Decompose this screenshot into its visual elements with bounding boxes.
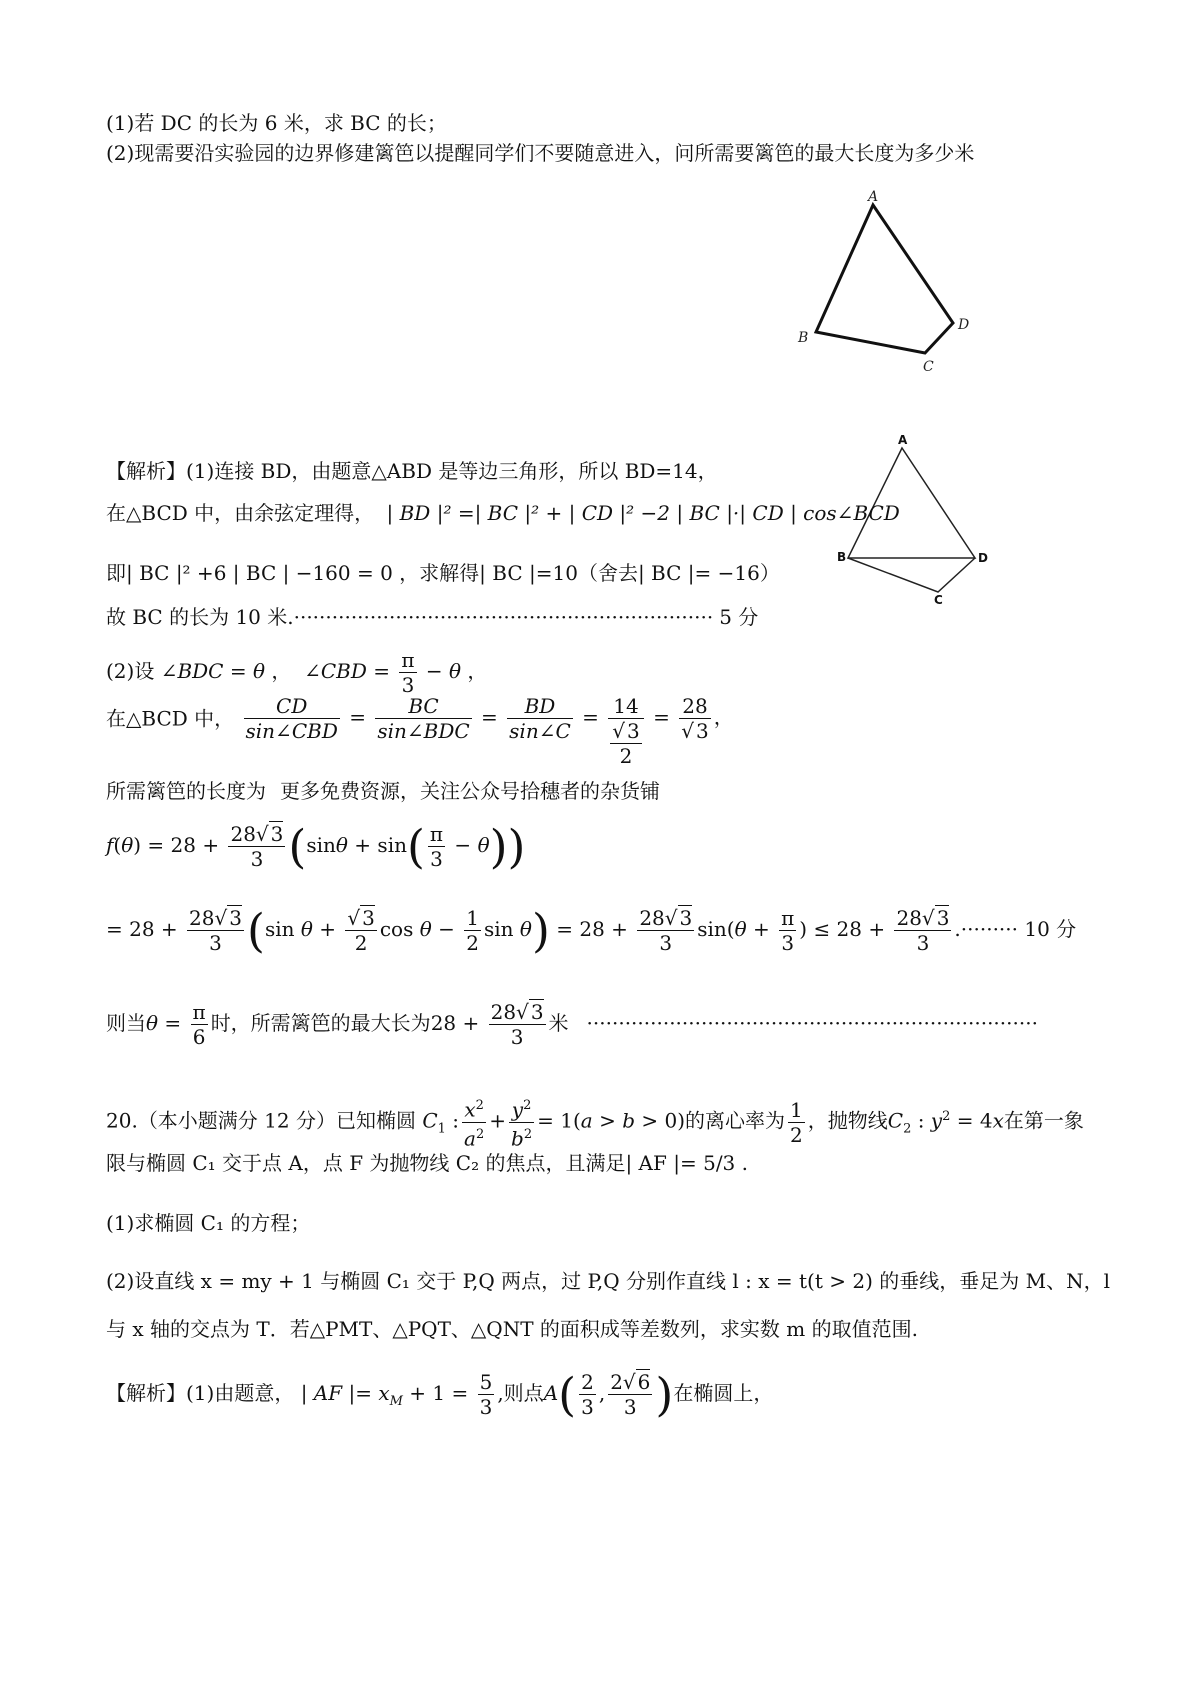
q19-part1: (1)若 DC 的长为 6 米，求 BC 的长； [106,111,447,135]
q19-part2: (2)现需要沿实验园的边界修建篱笆以提醒同学们不要随意进入，问所需要篱笆的最大长度为多少米 [106,141,975,165]
q20-part2-line2: 与 x 轴的交点为 T．若△PMT、△PQT、△QNT 的面积成等差数列，求实数 m 的取值范围. [106,1317,918,1341]
q20-line1: 20.（本小题满分 12 分）已知椭圆 $C_1$ : $\frac{x^2}{a^2}$ + $\frac{y^2}{b^2}$ = 1(a > b > 0)的离心率为 $\frac{1}{2}$ ，抛物线$C_2$ : $y^2 = 4x$在第一象 [106,1094,1084,1150]
q19-solution-line4: 故 BC 的长为 10 米.·································································· 5 分 [106,605,759,629]
promo-text: 更多免费资源，关注公众号拾穗者的杂货铺 [280,779,660,803]
q19-solution-line5: (2)设 ∠BDC = θ ， ∠CBD = $\frac{\pi}{3}$ − θ ， [106,648,488,697]
score-10: 10 分 [1024,917,1077,941]
q19-solution-line10: 则当θ = $\frac{\pi}{6}$ 时，所需篱笆的最大长为28 + $\frac{28√ 3}{3}$ 米 ······································································· [106,1000,1038,1049]
q19-solution-line2: 在△BCD 中，由余弦定理得， | BD |² =| BC |² + | CD |² −2 | BC |·| CD | cos∠BCD [106,501,900,525]
fig1-label-a: A [868,189,879,205]
fig1-label-c: C [923,359,934,375]
q20-part1: (1)求椭圆 C₁ 的方程； [106,1211,311,1235]
solution-tag: 【解析】 [106,459,186,483]
fig2-label-a: A [898,433,908,447]
fig2-label-b: B [837,550,847,564]
q19-solution-line3: 即| BC |² +6 | BC | −160 = 0 ，求解得| BC |=10（舍去| BC |= −16） [106,561,780,585]
q19-solution-line7: 所需篱笆的长度为 更多免费资源，关注公众号拾穗者的杂货铺 [106,779,660,803]
q19-solution-line6: 在△BCD 中， $\frac{CD}{\text{sin∠CBD}}$ = $\frac{BC}{\text{sin∠BDC}}$ = $\frac{BD}{\sin\angle C}$ = $\frac{14}{\frac{√ 3}{2}}$ = $\frac{28}{√ 3}$ ， [106,694,734,768]
q19-solution-line1: 【解析】(1)连接 BD，由题意△ABD 是等边三角形，所以 BD=14， [106,459,718,483]
fig1-label-b: B [798,330,809,346]
solution-tag: 【解析】 [106,1381,186,1405]
fig2-label-c: C [934,593,943,607]
fig2-label-d: D [978,551,988,565]
q20-number: 20. [106,1108,138,1133]
score-5: 5 分 [719,605,759,629]
quadrilateral-figure [790,185,990,385]
q19-solution-line8: f(θ) = 28 + $\frac{28√ 3}{3}$ (sinθ + sin( $\frac{\pi}{3}$ − θ)) [106,819,526,874]
q20-solution-line1: 【解析】(1)由题意， | AF |= $x_M + 1$ = $\frac{5}{3}$ ,则点A( $\frac{2}{3}$ , $\frac{2√ 6}{3}$ )在椭圆上， [106,1367,774,1422]
q20-line2: 限与椭圆 C₁ 交于点 A，点 F 为抛物线 C₂ 的焦点，且满足| AF |= 5/3 . [106,1151,748,1175]
q20-part2-line1: (2)设直线 x = my + 1 与椭圆 C₁ 交于 P,Q 两点，过 P,Q 分别作直线 l : x = t(t > 2) 的垂线，垂足为 M、N，l [106,1269,1110,1293]
q19-solution-line9: = 28 + $\frac{28√ 3}{3}$ (sin θ + $\frac{√ 3}{2}$ cos θ − $\frac{1}{2}$ sin θ) = 28 + $\frac{28√ 3}{3}$ sin(θ + $\frac{\pi}{3}$ ) ≤ 28 + $\frac{28√ 3}{3}$ .········· 10 分 [106,903,1077,958]
fig1-label-d: D [958,317,970,333]
